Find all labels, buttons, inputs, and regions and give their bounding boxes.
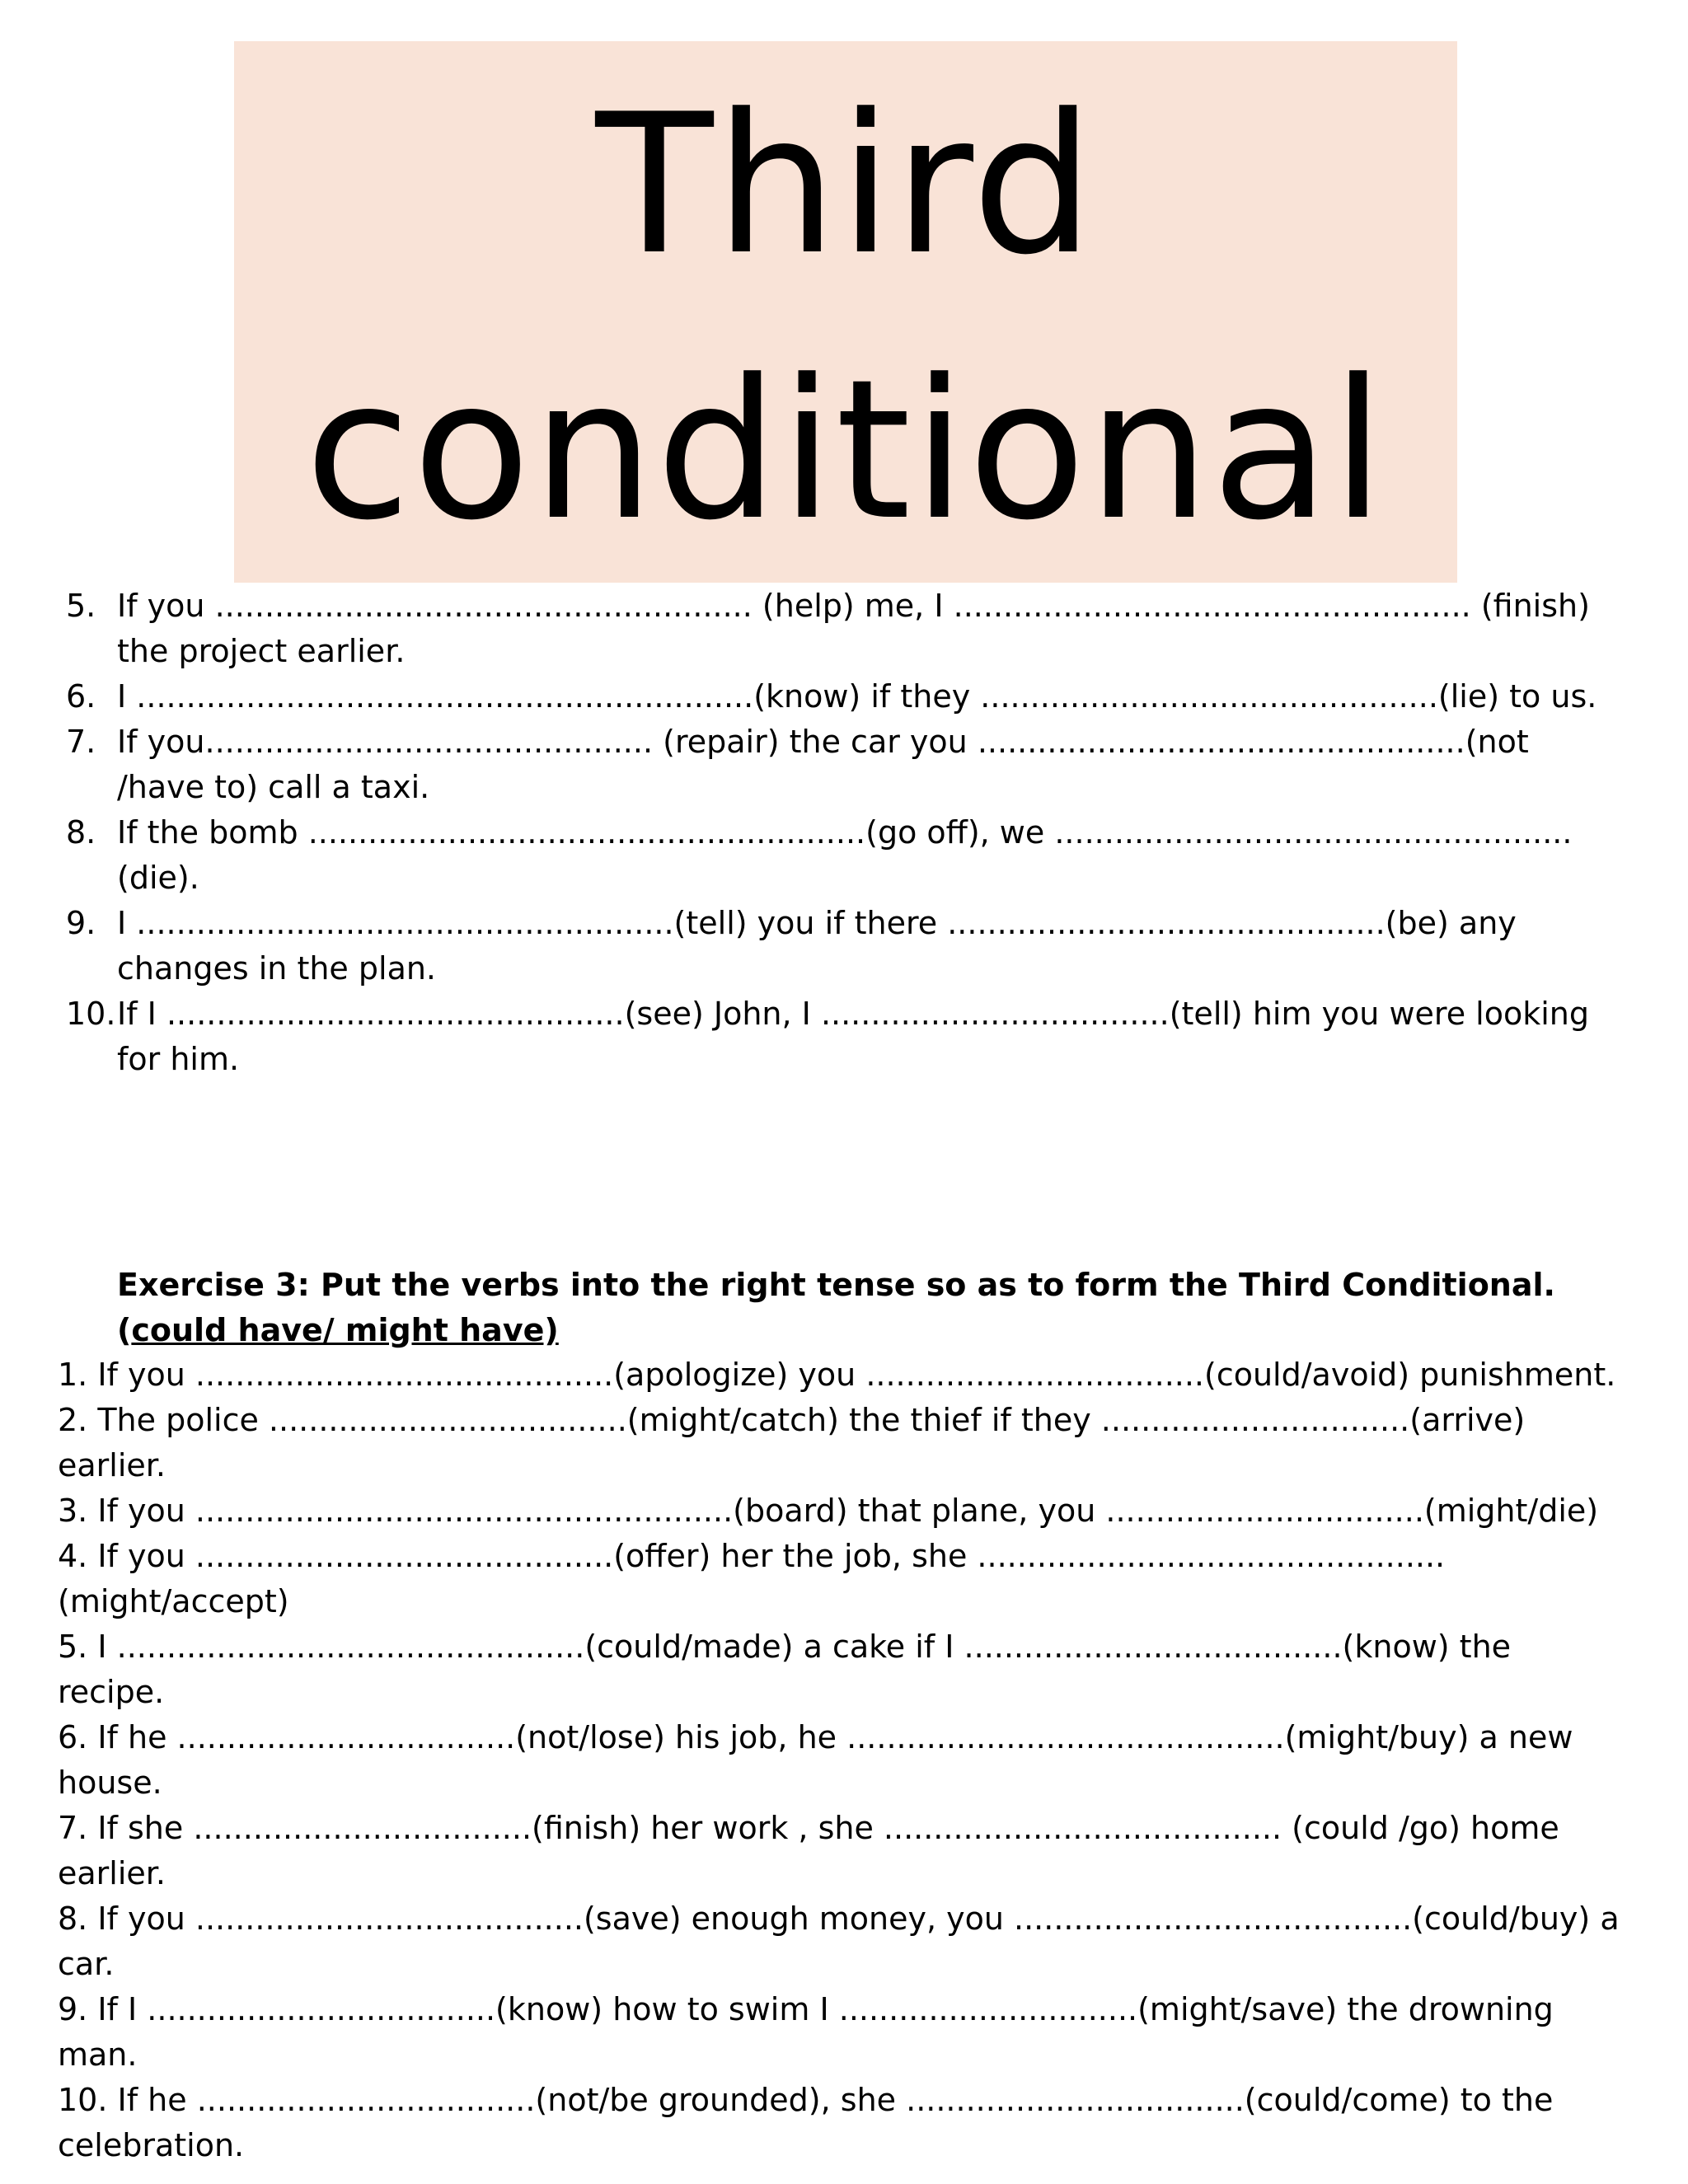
item-text: I ..............................................................(know) if they ..............................................(lie) to us.: [117, 678, 1597, 715]
exercise-3-item: 9. If I ...................................(know) how to swim I ..............................(might/save) the drowning man.: [58, 1991, 1554, 2073]
exercise-3-heading-main: Exercise 3: Put the verbs into the right tense so as to form the Third Conditional. (: [117, 1267, 1555, 1348]
exercise-2-item: [66, 583, 1615, 674]
item-number: 6.: [66, 678, 96, 715]
item-text: If the bomb ........................................................(go off), we .................................................... (die).: [117, 814, 1573, 896]
item-number: 9.: [66, 905, 96, 941]
exercise-2-item: [66, 810, 1615, 901]
exercise-3-item: 6. If he ..................................(not/lose) his job, he ............................................(might/buy) a new house.: [58, 1719, 1573, 1801]
exercise-2-list: [66, 583, 1615, 1082]
item-number: 5.: [66, 588, 96, 624]
item-text: If you ...................................................... (help) me, I .................................................... (finish) the project earlier.: [117, 588, 1590, 669]
exercise-2-item: [66, 719, 1615, 810]
exercise-3-item: 7. If she ..................................(finish) her work , she ........................................ (could /go) home earlier.: [58, 1810, 1559, 1891]
exercise-3-item: 2. The police ....................................(might/catch) the thief if they ...............................(arrive) earlier.: [58, 1402, 1526, 1483]
exercise-3-item: 1. If you ..........................................(apologize) you ..................................(could/avoid) punishment.: [58, 1357, 1616, 1393]
exercise-3-item: 5. I ...............................................(could/made) a cake if I ......................................(know) the recipe.: [58, 1629, 1512, 1710]
exercise-2-item: [66, 901, 1615, 991]
item-number: 8.: [66, 814, 96, 851]
exercise-3-item: 8. If you .......................................(save) enough money, you ........................................(could/buy) a car.: [58, 1900, 1620, 1982]
exercise-3-heading-underlined: could have/ might have): [131, 1312, 559, 1348]
title-line-2: conditional: [304, 339, 1387, 563]
exercise-3-item: 10. If he ..................................(not/be grounded), she ..................................(could/come) to the celebration.: [58, 2082, 1554, 2163]
item-number: 7.: [66, 724, 96, 760]
exercise-2-item: [66, 991, 1615, 1082]
item-text: If I ..............................................(see) John, I ...................................(tell) him you were looking for him.: [117, 996, 1589, 1077]
exercise-3-list: [58, 1352, 1624, 2168]
exercise-3-heading: [117, 1263, 1584, 1353]
exercise-3-item: 4. If you ..........................................(offer) her the job, she ...............................................(might/accept): [58, 1538, 1446, 1619]
item-text: I ......................................................(tell) you if there ............................................(be) any changes in the plan.: [117, 905, 1517, 987]
title-box: [234, 41, 1457, 583]
item-number: 10.: [66, 996, 116, 1032]
exercise-2-item: [66, 674, 1615, 719]
item-text: If you............................................. (repair) the car you .................................................(not /have to) call a taxi.: [117, 724, 1529, 805]
title-line-1: Third: [595, 73, 1096, 298]
exercise-3-item: 3. If you ......................................................(board) that plane, you ................................(might/die): [58, 1493, 1599, 1529]
